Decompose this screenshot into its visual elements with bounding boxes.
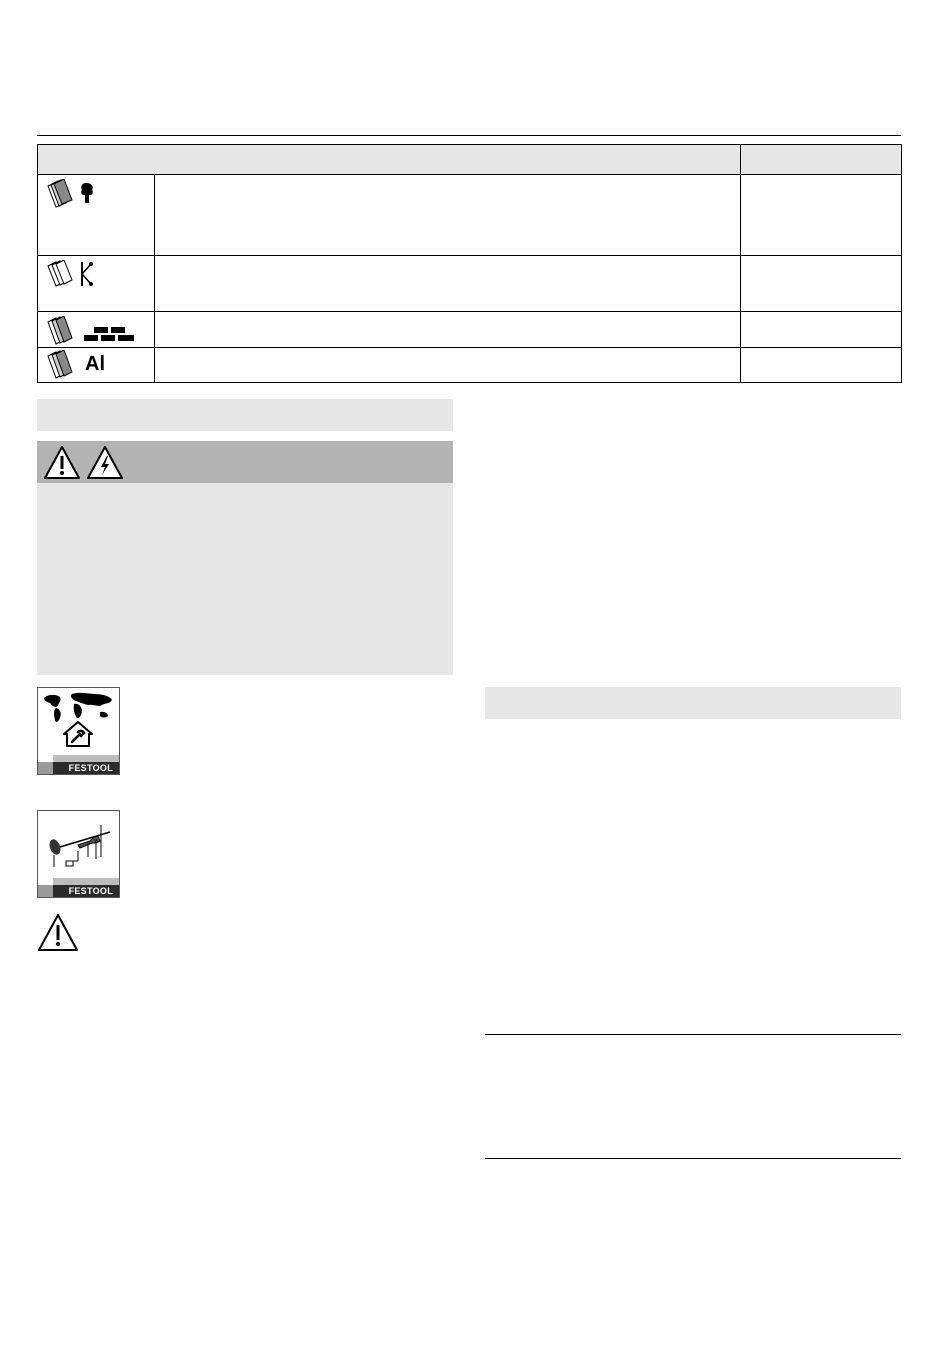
- table-header-row: [38, 145, 902, 175]
- row-icon-cell: [38, 175, 155, 256]
- table-row: [38, 312, 902, 348]
- service-badge: [37, 687, 120, 775]
- saw-blade-laminate-icon: [44, 260, 104, 290]
- header-rule: [37, 135, 901, 136]
- badge-band-grey: [38, 762, 53, 774]
- table-row: [38, 256, 902, 312]
- row-value: [741, 256, 902, 312]
- row-description: [155, 312, 741, 348]
- section-heading-bar: [37, 399, 453, 431]
- badge-strip: [53, 755, 119, 762]
- row-value: [741, 312, 902, 348]
- table-header-description: [38, 145, 741, 175]
- table-row: [38, 175, 902, 256]
- warning-icons: [43, 445, 133, 481]
- festool-logo: FESTOOL: [68, 763, 113, 773]
- section-rule: [485, 1158, 901, 1159]
- warning-body: [37, 483, 453, 675]
- world-service-house-icon: [38, 688, 119, 752]
- saw-blade-brick-icon: [44, 316, 144, 346]
- aluminium-label: Al: [85, 353, 105, 375]
- row-icon-cell: [38, 256, 155, 312]
- row-icon-cell: [38, 312, 155, 348]
- row-value: [741, 348, 902, 383]
- badge-band-grey: [38, 885, 53, 897]
- warning-header: [37, 441, 453, 483]
- row-value: [741, 175, 902, 256]
- table-header-value: [741, 145, 902, 175]
- saw-blade-wood-tree-icon: [44, 179, 104, 209]
- spare-parts-badge: [37, 810, 120, 898]
- saw-blade-table: [37, 144, 902, 383]
- festool-logo: FESTOOL: [68, 886, 113, 896]
- row-description: [155, 348, 741, 383]
- section-heading-bar-right: [485, 687, 901, 719]
- table-row: [38, 348, 902, 383]
- row-description: [155, 256, 741, 312]
- badge-strip: [53, 878, 119, 885]
- warning-triangle-icon: [37, 913, 81, 953]
- section-rule: [485, 1034, 901, 1035]
- electric-shock-icon: [88, 447, 122, 478]
- row-icon-cell: [38, 348, 155, 383]
- spare-parts-diagram-icon: [38, 811, 119, 875]
- row-description: [155, 175, 741, 256]
- warning-triangle-icon: [45, 447, 79, 478]
- saw-blade-aluminium-icon: [44, 350, 88, 380]
